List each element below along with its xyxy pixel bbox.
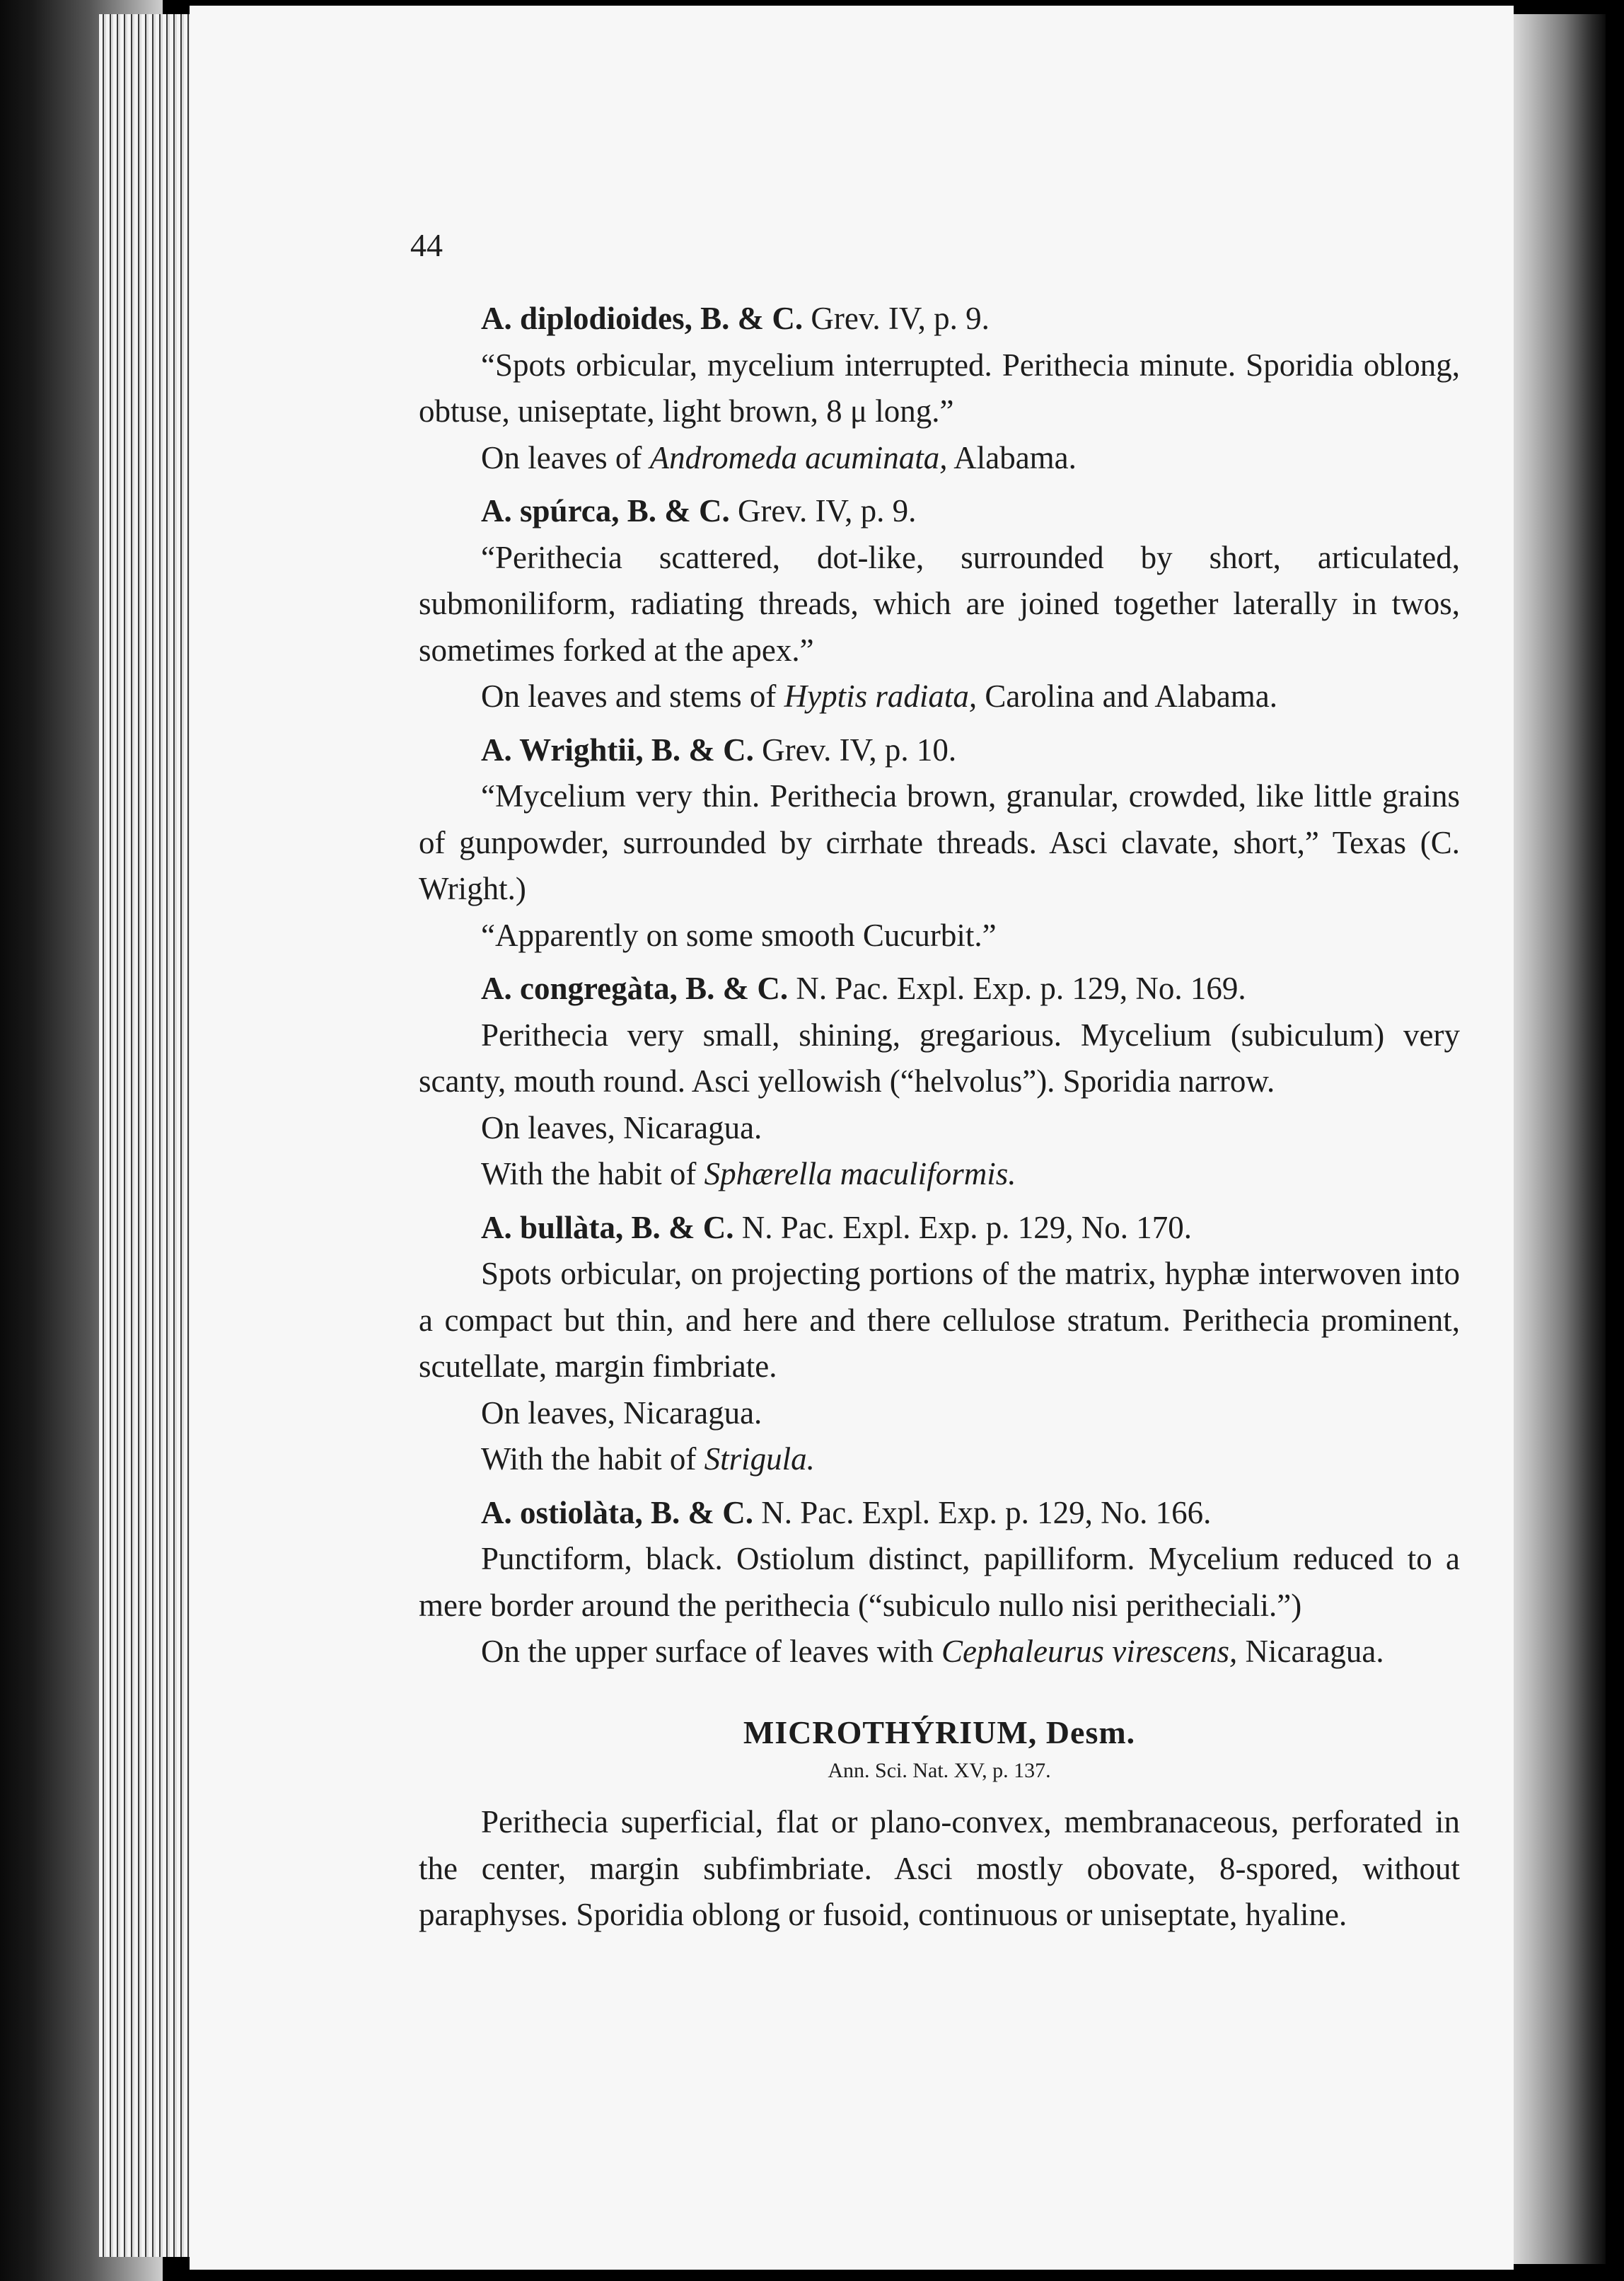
species-habitat: On leaves, Nicaragua. <box>481 1109 762 1145</box>
species-name: A. bullàta, B. & C. <box>481 1209 734 1245</box>
species-habitat: On leaves of Andromeda acuminata, Alabama. <box>481 439 1077 475</box>
species-reference: N. Pac. Expl. Exp. p. 129, No. 170. <box>741 1209 1192 1245</box>
species-reference: N. Pac. Expl. Exp. p. 129, No. 166. <box>761 1494 1212 1530</box>
species-entry <box>419 488 1460 720</box>
species-description: Perithecia very small, shining, gregarious. Mycelium (subiculum) very scanty, mouth round. Asci yellowish (“helvolus”). Sporidia narrow. <box>419 1017 1460 1099</box>
species-name: A. ostiolàta, B. & C. <box>481 1494 753 1530</box>
species-reference: Grev. IV, p. 10. <box>762 732 957 768</box>
species-habitat: On leaves, Nicaragua. <box>481 1394 762 1431</box>
species-name: A. Wrightii, B. & C. <box>481 732 754 768</box>
species-entry <box>419 727 1460 959</box>
species-description: Spots orbicular, on projecting portions of the matrix, hyphæ interwoven into a compact but thin, and here and there cellulose stratum. Perithecia prominent, scutellate, margin fimbriate. <box>419 1256 1460 1384</box>
species-description: Punctiform, black. Ostiolum distinct, papilliform. Mycelium reduced to a mere border around the perithecia (“subiculo nullo nisi peritheciali.”) <box>419 1541 1460 1623</box>
page-number: 44 <box>410 227 443 263</box>
species-entry <box>419 966 1460 1198</box>
book-gutter-right <box>1514 14 1606 2264</box>
species-habit: With the habit of Strigula. <box>481 1441 815 1477</box>
species-name: A. congregàta, B. & C. <box>481 971 789 1006</box>
genus-reference: Ann. Sci. Nat. XV, p. 137. <box>828 1759 1051 1782</box>
species-entry <box>419 1490 1460 1675</box>
species-entry <box>419 296 1460 481</box>
species-name: A. diplodioides, B. & C. <box>481 301 804 336</box>
species-reference: Grev. IV, p. 9. <box>811 301 990 336</box>
genus-section <box>419 1709 1460 1939</box>
species-reference: N. Pac. Expl. Exp. p. 129, No. 169. <box>796 971 1246 1006</box>
species-note: “Apparently on some smooth Cucurbit.” <box>481 917 997 953</box>
genus-description: Perithecia superficial, flat or plano-convex, membranaceous, perforated in the center, margin subfimbriate. Asci mostly obovate, 8-spored, without paraphyses. Sporidia oblong or fusoid, continuous or uniseptate, hyaline. <box>419 1804 1460 1932</box>
species-entry <box>419 1205 1460 1483</box>
page-content <box>419 296 1460 1939</box>
species-reference: Grev. IV, p. 9. <box>737 493 917 529</box>
species-habitat: On leaves and stems of Hyptis radiata, Carolina and Alabama. <box>481 678 1278 714</box>
genus-title: MICROTHÝRIUM, Desm. <box>743 1714 1136 1750</box>
species-description: “Perithecia scattered, dot-like, surrounded by short, articulated, submoniliform, radiating threads, which are joined together laterally in twos, sometimes forked at the apex.” <box>419 539 1460 668</box>
species-description: “Mycelium very thin. Perithecia brown, granular, crowded, like little grains of gunpowder, surrounded by cirrhate threads. Asci clavate, short,” Texas (C. Wright.) <box>419 778 1460 906</box>
species-name: A. spúrca, B. & C. <box>481 493 730 529</box>
species-habit: With the habit of Sphærella maculiformis. <box>481 1156 1016 1191</box>
species-habitat: On the upper surface of leaves with Cephaleurus virescens, Nicaragua. <box>481 1634 1384 1669</box>
species-description: “Spots orbicular, mycelium interrupted. Perithecia minute. Sporidia oblong, obtuse, uniseptate, light brown, 8 μ long.” <box>419 347 1460 429</box>
